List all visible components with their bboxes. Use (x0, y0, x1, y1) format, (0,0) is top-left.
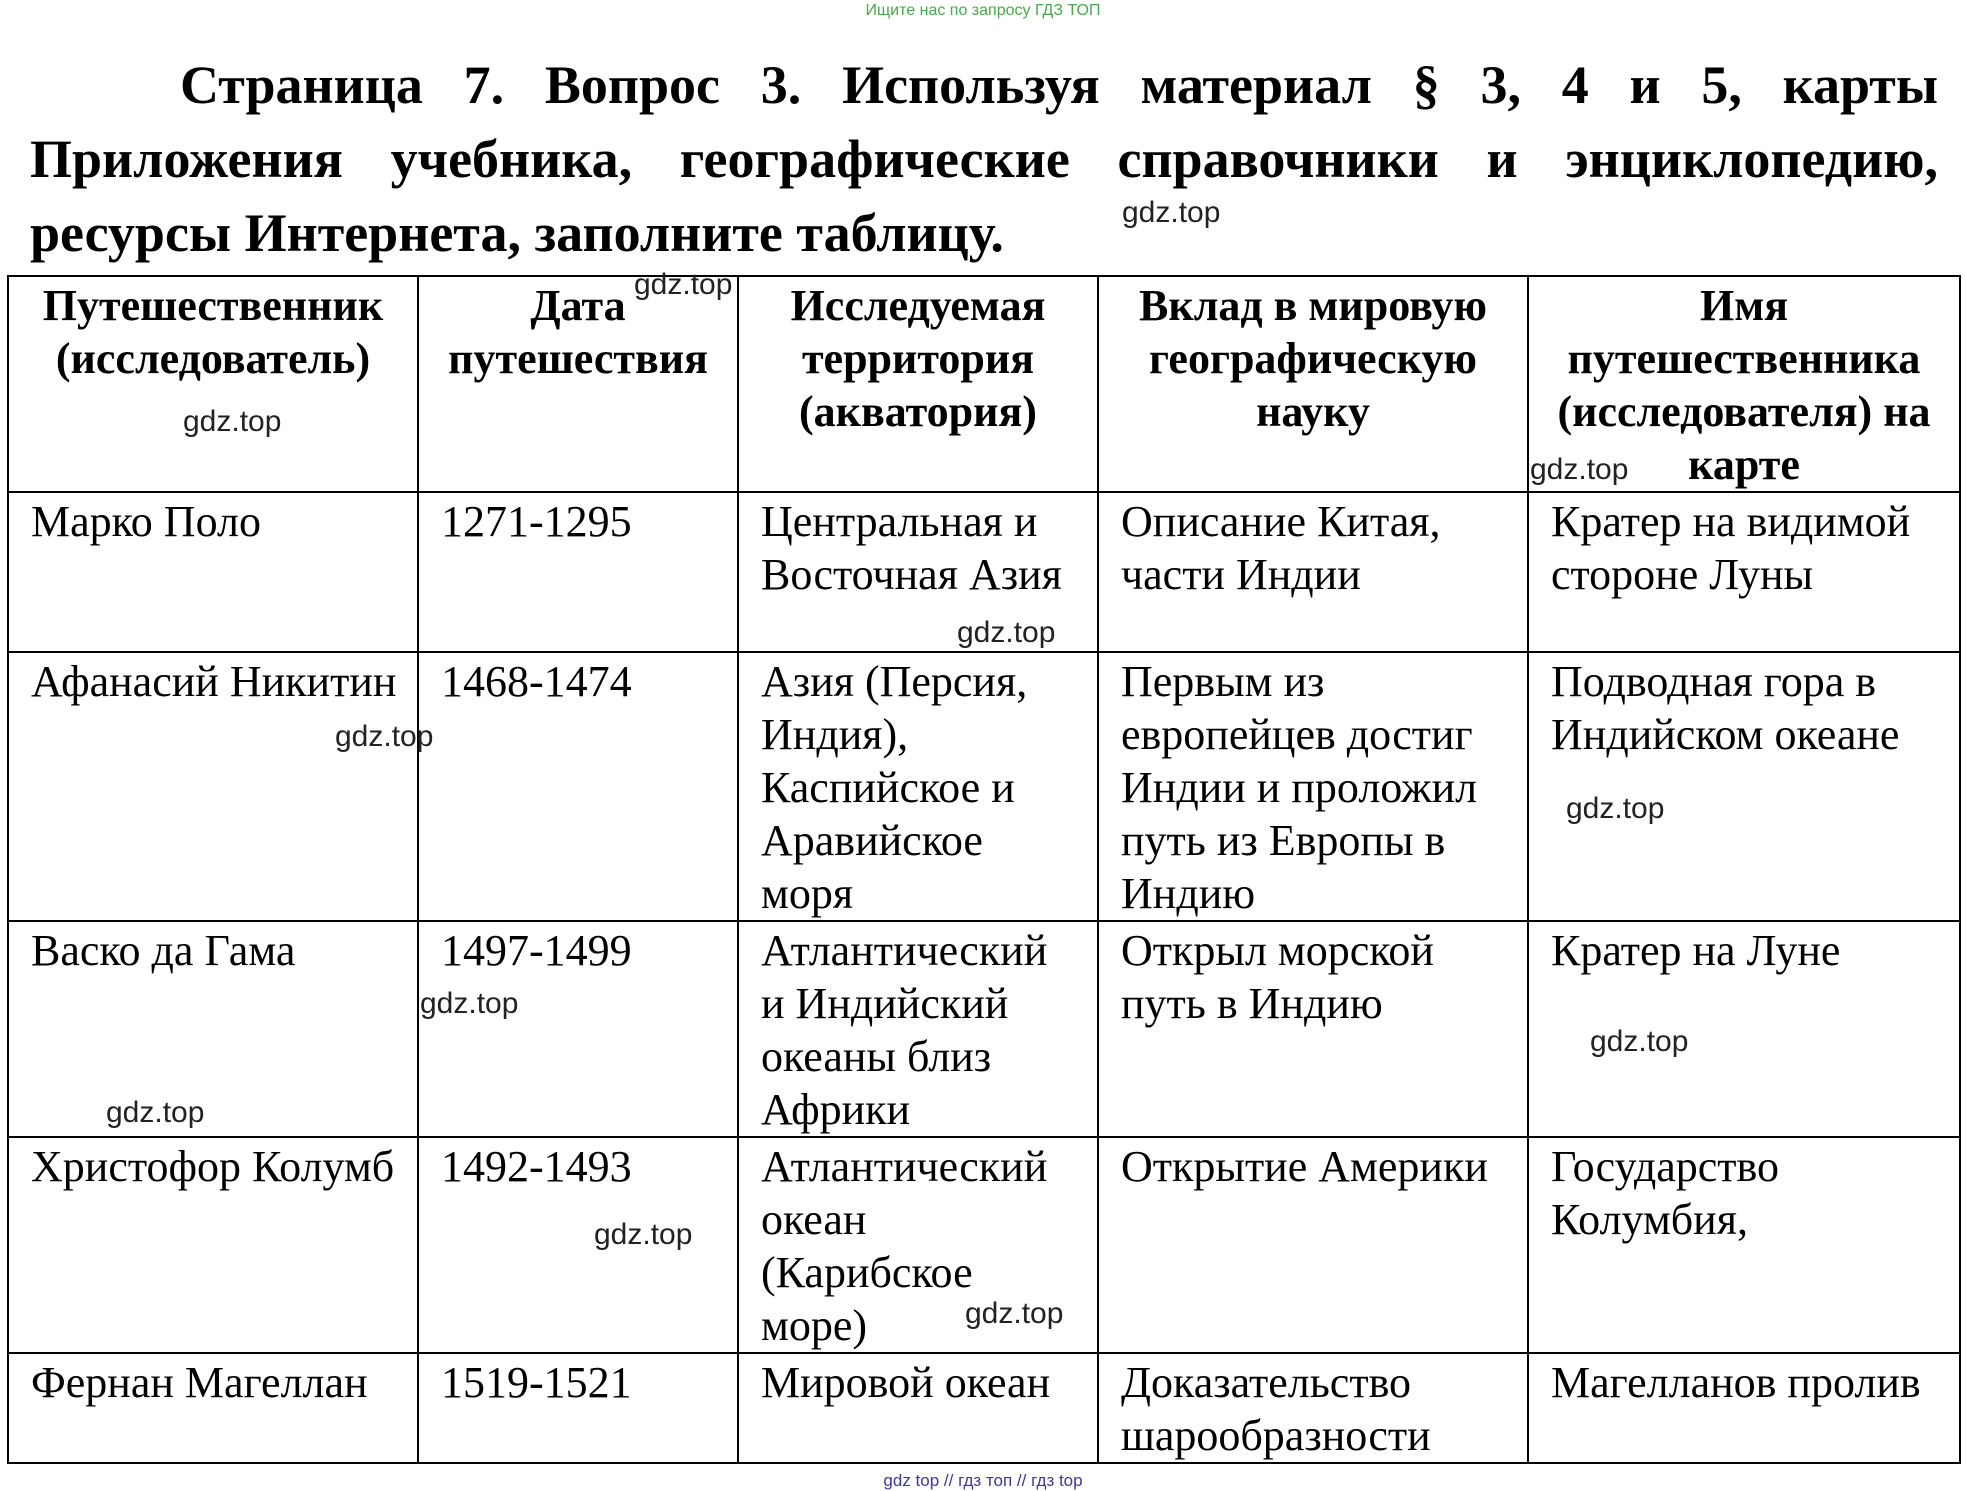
top-banner: Ищите нас по запросу ГДЗ ТОП (865, 2, 1101, 19)
cell-traveler: Марко Поло (8, 492, 418, 652)
watermark: gdz.top (1590, 1025, 1689, 1058)
header-contribution: Вклад в мировую географическую науку (1098, 276, 1528, 492)
cell-map-name: Кратер на видимой стороне Луны (1528, 492, 1960, 652)
task-heading: Страница 7. Вопрос 3. Используя материал § 3, 4 и 5, карты Приложения учебника, географические справочники и энциклопедию, ресурсы Интернета, заполните таблицу. (30, 55, 1938, 263)
cell-map-name: Государство Колумбия, (1528, 1137, 1960, 1353)
cell-traveler: Васко да Гама (8, 921, 418, 1137)
cell-territory: Центральная и Восточная Азия (738, 492, 1098, 652)
cell-territory: Атлантический океан (Карибское море) (738, 1137, 1098, 1353)
watermark: gdz.top (106, 1096, 205, 1129)
cell-contribution: Открыл морской путь в Индию (1098, 921, 1528, 1137)
cell-contribution: Доказательство шарообразности (1098, 1353, 1528, 1463)
cell-territory: Мировой океан (738, 1353, 1098, 1463)
cell-date: 1497-1499 (418, 921, 738, 1137)
watermark: gdz.top (957, 616, 1056, 649)
cell-date: 1468-1474 (418, 652, 738, 921)
table-header-row (8, 276, 1960, 492)
watermark: gdz.top (335, 720, 434, 753)
watermark: gdz.top (183, 405, 282, 438)
watermark: gdz.top (1122, 196, 1221, 229)
cell-contribution: Первым из европейцев достиг Индии и проложил путь из Европы в Индию (1098, 652, 1528, 921)
header-date: Дата путешествия (418, 276, 738, 492)
header-map-name: Имя путешественника (исследователя) на карте (1528, 276, 1960, 492)
watermark: gdz.top (420, 987, 519, 1020)
cell-traveler: Афанасий Никитин (8, 652, 418, 921)
cell-map-name: Магелланов пролив (1528, 1353, 1960, 1463)
cell-territory: Атлантический и Индийский океаны близ Африки (738, 921, 1098, 1137)
watermark: gdz.top (1530, 453, 1629, 486)
watermark: gdz.top (634, 268, 733, 301)
watermark: gdz.top (1566, 792, 1665, 825)
cell-contribution: Описание Китая, части Индии (1098, 492, 1528, 652)
table-row (8, 1353, 1960, 1463)
cell-contribution: Открытие Америки (1098, 1137, 1528, 1353)
cell-date: 1492-1493 (418, 1137, 738, 1353)
watermark: gdz.top (965, 1297, 1064, 1330)
cell-territory: Азия (Персия, Индия), Каспийское и Аравийское моря (738, 652, 1098, 921)
cell-date: 1271-1295 (418, 492, 738, 652)
travelers-table (7, 275, 1961, 1464)
watermark: gdz.top (594, 1218, 693, 1251)
header-territory: Исследуемая территория (акватория) (738, 276, 1098, 492)
cell-map-name: Подводная гора в Индийском океане (1528, 652, 1960, 921)
header-traveler: Путешественник (исследователь) (8, 276, 418, 492)
table-row (8, 652, 1960, 921)
cell-traveler: Фернан Магеллан (8, 1353, 418, 1463)
cell-traveler: Христофор Колумб (8, 1137, 418, 1353)
cell-map-name: Кратер на Луне (1528, 921, 1960, 1137)
cell-date: 1519-1521 (418, 1353, 738, 1463)
footer-links: gdz top // гдз топ // гдз top (883, 1471, 1083, 1490)
